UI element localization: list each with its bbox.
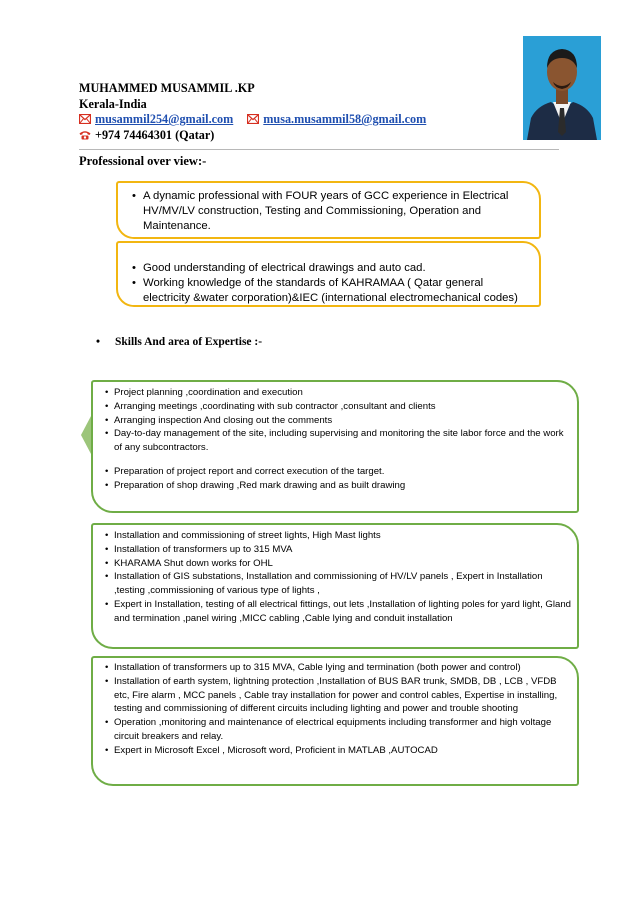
overview-box-1 — [116, 181, 541, 239]
skills-box-3 — [91, 656, 579, 786]
list-item: • Installation of transformers up to 315 MVA — [105, 543, 571, 557]
list-item: • Installation of earth system, lightning protection ,Installation of BUS BAR trunk, SMDB, DB , LCB , VFDB etc, Fire alarm , MCC panels , Cable tray installation for power and control cables, Expertise in installing, testing and commissioning of different circuits including lighting and power and trouble shooting — [105, 675, 571, 716]
arrow-marker-icon — [81, 416, 91, 459]
skills-list-1b — [105, 465, 571, 493]
overview-list-2 — [132, 261, 533, 306]
skills-box-1 — [91, 380, 579, 513]
contact-header — [79, 81, 519, 143]
candidate-location: Kerala-India — [79, 96, 147, 111]
bullet-icon: • — [96, 336, 101, 348]
skills-list-1a — [105, 386, 571, 455]
list-item: • Expert in Microsoft Excel , Microsoft word, Proficient in MATLAB ,AUTOCAD — [105, 744, 571, 758]
list-item: • Installation of GIS substations, Installation and commissioning of HV/LV panels , Expert in Installation ,testing ,commissioning of various type of lights , — [105, 570, 571, 598]
candidate-name: MUHAMMED MUSAMMIL .KP — [79, 81, 255, 95]
email-link-primary[interactable]: musammil254@gmail.com — [95, 112, 234, 126]
envelope-icon — [247, 113, 259, 129]
telephone-icon — [79, 129, 91, 145]
professional-overview-title: Professional over view:- — [79, 154, 207, 168]
list-item: • Installation of transformers up to 315 MVA, Cable lying and termination (both power and control) — [105, 661, 571, 675]
list-item: • Good understanding of electrical drawings and auto cad. — [132, 261, 533, 276]
skills-box-2 — [91, 523, 579, 649]
list-item: • A dynamic professional with FOUR years of GCC experience in Electrical HV/MV/LV construction, Testing and Commissioning, Operation and Maintenance. — [132, 189, 529, 234]
overview-box-2 — [116, 241, 541, 307]
skills-list-3 — [105, 661, 571, 758]
email-link-secondary[interactable]: musa.musammil58@gmail.com — [263, 112, 427, 126]
phone-row — [79, 128, 519, 144]
list-item: • Expert in Installation, testing of all electrical fittings, out lets ,Installation of lighting poles for yard light, Gland and termination ,panel wiring ,MICC cabling ,Cable lying and conduit installation — [105, 598, 571, 626]
skills-list-2 — [105, 529, 571, 626]
profile-photo — [523, 36, 601, 140]
list-item: • Preparation of shop drawing ,Red mark drawing and as built drawing — [105, 479, 571, 493]
list-item: • Arranging inspection And closing out the comments — [105, 414, 571, 428]
list-item: • Project planning ,coordination and execution — [105, 386, 571, 400]
email-row — [79, 112, 519, 128]
list-item: • Operation ,monitoring and maintenance of electrical equipments including transformer and high voltage circuit breakers and relay. — [105, 716, 571, 744]
envelope-icon — [79, 113, 91, 129]
list-item: • Day-to-day management of the site, including supervising and monitoring the site labor force and the work of any subcontractors. — [105, 427, 571, 455]
list-item: • Preparation of project report and correct execution of the target. — [105, 465, 571, 479]
list-item: • Installation and commissioning of street lights, High Mast lights — [105, 529, 571, 543]
list-item: • KHARAMA Shut down works for OHL — [105, 557, 571, 571]
phone-number: +974 74464301 (Qatar) — [95, 127, 215, 142]
overview-list-1 — [132, 189, 529, 234]
list-item: • Arranging meetings ,coordinating with sub contractor ,consultant and clients — [105, 400, 571, 414]
header-divider — [79, 149, 559, 150]
skills-heading-text: Skills And area of Expertise :- — [115, 336, 263, 348]
list-item: • Working knowledge of the standards of KAHRAMAA ( Qatar general electricity &water corporation)&IEC (international electromechanical codes) — [132, 276, 533, 306]
